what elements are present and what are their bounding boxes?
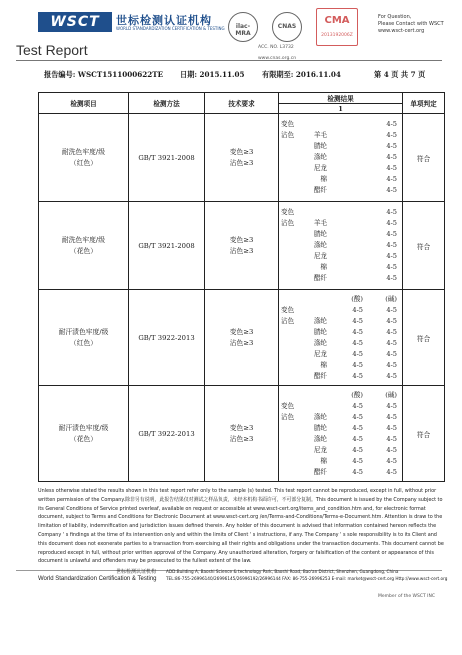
result-fibre: 涤纶	[313, 153, 327, 161]
result-acid: 4-5	[352, 316, 363, 325]
result-type: 沾色	[281, 316, 295, 325]
result-acid: 4-5	[352, 338, 363, 347]
result-grade: 4-5	[386, 120, 397, 128]
result-grade: 4-5	[386, 142, 397, 150]
result-fibre: 醋纤	[313, 186, 327, 194]
result-acid	[327, 229, 363, 240]
result-cell	[279, 290, 403, 386]
result-fibre: 棉	[320, 456, 327, 465]
test-method-cell: GB/T 3922-2013	[129, 386, 205, 482]
test-item-color: （花色）	[69, 246, 98, 255]
test-item-cell	[39, 202, 129, 290]
ilac-mra-label: ilac-MRA	[235, 23, 251, 37]
result-acid: 4-5	[352, 401, 363, 410]
test-item-name: 耐洗色牢度/级	[61, 147, 106, 156]
requirement-cell	[205, 114, 279, 202]
footer-address-block	[166, 568, 456, 582]
result-line	[279, 401, 402, 412]
result-line	[279, 327, 402, 338]
judgement-cell: 符合	[403, 114, 445, 202]
result-fibre: 尼龙	[313, 252, 327, 260]
result-line	[279, 434, 402, 445]
result-acid: 4-5	[352, 434, 363, 443]
requirement-change: 变色≥3	[229, 147, 254, 156]
result-line	[279, 185, 402, 196]
cma-label: CMA	[324, 15, 350, 26]
result-grade: 4-5	[386, 401, 397, 410]
result-acid: 4-5	[352, 456, 363, 465]
result-type	[279, 349, 301, 360]
result-type	[279, 338, 301, 349]
result-type: 沾色	[281, 219, 295, 227]
cnas-label: CNAS	[277, 23, 297, 30]
result-fibre: 涤纶	[313, 434, 327, 443]
result-acid: 4-5	[352, 305, 363, 314]
wsct-logo: WSCT	[38, 12, 112, 32]
header-test-item: 检测项目	[39, 93, 129, 114]
result-fibre	[301, 390, 327, 401]
result-line	[279, 371, 402, 382]
valid-until: 有限期至: 2016.11.04	[262, 70, 341, 79]
requirement-change: 变色≥3	[229, 235, 254, 244]
result-type	[279, 262, 301, 273]
result-type	[279, 152, 301, 163]
test-item-cell	[39, 290, 129, 386]
result-grade: 4-5	[386, 316, 397, 325]
footer-phones: TEL:86-755-26996140/26996145/26996192/26996144 FAX: 86-755-26996253 E-mail: market@wsct-cert.org Http://www.wsct-cert.org	[166, 576, 448, 581]
test-item-color: （红色）	[69, 158, 98, 167]
header-requirement: 技术要求	[205, 93, 279, 114]
result-line	[279, 294, 402, 305]
table-row	[39, 114, 445, 202]
result-acid: 4-5	[352, 360, 363, 369]
result-acid	[327, 141, 363, 152]
result-fibre: 尼龙	[313, 349, 327, 358]
result-line	[279, 360, 402, 371]
result-acid	[327, 218, 363, 229]
result-fibre	[301, 294, 327, 305]
result-type	[279, 423, 301, 434]
result-acid: 4-5	[352, 467, 363, 476]
result-fibre: 涤纶	[313, 338, 327, 347]
result-line	[279, 273, 402, 284]
test-item-name: 耐汗渍色牢度/级	[58, 423, 109, 432]
test-item-color: （花色）	[69, 434, 98, 443]
ilac-mra-seal	[228, 12, 258, 42]
cnas-website: www.cnas.org.cn	[258, 56, 297, 61]
result-fibre: 醋纤	[313, 274, 327, 282]
result-line	[279, 390, 402, 401]
result-grade: 4-5	[386, 423, 397, 432]
result-type	[279, 456, 301, 467]
result-grade: 4-5	[386, 164, 397, 172]
table-row	[39, 202, 445, 290]
result-grade: 4-5	[386, 131, 397, 139]
result-line	[279, 445, 402, 456]
result-grade: 4-5	[386, 327, 397, 336]
result-type	[279, 229, 301, 240]
result-fibre: 棉	[320, 360, 327, 369]
test-item-cell	[39, 114, 129, 202]
result-acid	[327, 207, 363, 218]
requirement-stain: 沾色≥3	[229, 246, 254, 255]
page-indicator: 第 4 页 共 7 页	[374, 70, 426, 79]
result-line	[279, 174, 402, 185]
result-grade: 4-5	[386, 175, 397, 183]
result-type	[279, 294, 301, 305]
result-type	[279, 467, 301, 478]
contact-line-1: For Question,	[378, 14, 412, 20]
result-acid	[327, 262, 363, 273]
result-line	[279, 412, 402, 423]
requirement-change: 变色≥3	[229, 423, 254, 432]
footer-member: Member of the WSCT INC	[378, 594, 435, 599]
report-date: 日期: 2015.11.05	[180, 70, 245, 79]
org-en-subtitle: WORLD STANDARDIZATION CERTIFICATION & TESTING	[116, 26, 225, 31]
report-number: 报告编号: WSCT1511000622TE	[44, 70, 164, 79]
result-grade: 4-5	[386, 241, 397, 249]
result-acid: (酸)	[351, 294, 363, 303]
result-type: 沾色	[281, 131, 295, 139]
result-type	[279, 327, 301, 338]
result-grade: 4-5	[386, 186, 397, 194]
result-acid: 4-5	[352, 423, 363, 432]
result-line	[279, 130, 402, 141]
result-grade: 4-5	[386, 467, 397, 476]
result-line	[279, 240, 402, 251]
result-line	[279, 152, 402, 163]
result-type	[279, 445, 301, 456]
result-grade: 4-5	[386, 445, 397, 454]
result-type: 变色	[281, 305, 295, 314]
result-type	[279, 390, 301, 401]
result-acid	[327, 273, 363, 284]
result-grade: 4-5	[386, 305, 397, 314]
result-cell	[279, 386, 403, 482]
judgement-cell: 符合	[403, 202, 445, 290]
result-type	[279, 360, 301, 371]
result-acid: 4-5	[352, 412, 363, 421]
result-fibre: 涤纶	[313, 241, 327, 249]
result-type	[279, 163, 301, 174]
cma-seal	[316, 8, 358, 46]
result-cell	[279, 114, 403, 202]
result-line	[279, 251, 402, 262]
org-cn-name: 世标检测认证机构	[116, 14, 212, 27]
cnas-seal	[272, 12, 302, 42]
result-line	[279, 316, 402, 327]
test-method-cell: GB/T 3921-2008	[129, 114, 205, 202]
result-fibre: 羊毛	[313, 219, 327, 227]
result-acid: 4-5	[352, 327, 363, 336]
result-fibre: 醋纤	[313, 371, 327, 380]
results-table	[38, 92, 445, 482]
result-acid	[327, 240, 363, 251]
requirement-cell	[205, 386, 279, 482]
test-method-cell: GB/T 3921-2008	[129, 202, 205, 290]
result-grade: 4-5	[386, 456, 397, 465]
judgement-cell: 符合	[403, 290, 445, 386]
result-grade: 4-5	[386, 371, 397, 380]
result-fibre: 涤纶	[313, 316, 327, 325]
result-acid: 4-5	[352, 445, 363, 454]
result-fibre: 腈纶	[313, 423, 327, 432]
result-type	[279, 273, 301, 284]
test-method-cell: GB/T 3922-2013	[129, 290, 205, 386]
header-judgement: 单项判定	[403, 93, 445, 114]
result-type	[279, 174, 301, 185]
result-grade: 4-5	[386, 360, 397, 369]
result-grade: 4-5	[386, 252, 397, 260]
result-type: 变色	[281, 401, 295, 410]
accreditation-number: ACC. NO. L3732	[258, 45, 294, 50]
contact-line-2: Please Contact with WSCT	[378, 21, 444, 27]
result-grade: (碱)	[385, 390, 397, 399]
result-fibre	[301, 119, 327, 130]
requirement-cell	[205, 290, 279, 386]
result-fibre	[301, 305, 327, 316]
result-fibre	[301, 401, 327, 412]
result-line	[279, 467, 402, 478]
requirement-stain: 沾色≥3	[229, 158, 254, 167]
footer-org-cn: 世标检测认证机构	[116, 569, 157, 575]
result-grade: 4-5	[386, 349, 397, 358]
footer-address: ADD:Building A, Baoshi Science & technology Park, Baoshi Road, Bao'an District, Shenzhen, Guangdong, China	[166, 569, 399, 574]
result-type	[279, 240, 301, 251]
result-acid	[327, 174, 363, 185]
result-grade: (碱)	[385, 294, 397, 303]
cma-number: 2013192006Z	[321, 33, 353, 38]
test-item-color: （红色）	[69, 338, 98, 347]
result-line	[279, 207, 402, 218]
result-grade: 4-5	[386, 219, 397, 227]
result-grade: 4-5	[386, 338, 397, 347]
result-type: 沾色	[281, 412, 295, 421]
result-fibre: 涤纶	[313, 412, 327, 421]
test-item-cell	[39, 386, 129, 482]
result-acid	[327, 119, 363, 130]
result-acid	[327, 251, 363, 262]
requirement-stain: 沾色≥3	[229, 434, 254, 443]
result-fibre: 腈纶	[313, 230, 327, 238]
result-line	[279, 456, 402, 467]
result-type	[279, 251, 301, 262]
header-test-method: 检测方法	[129, 93, 205, 114]
result-type	[279, 434, 301, 445]
result-fibre: 棉	[320, 175, 327, 183]
result-line	[279, 423, 402, 434]
result-grade: 4-5	[386, 208, 397, 216]
result-type: 变色	[281, 120, 295, 128]
result-grade: 4-5	[386, 230, 397, 238]
result-acid: 4-5	[352, 349, 363, 358]
result-line	[279, 229, 402, 240]
result-line	[279, 262, 402, 273]
test-item-name: 耐汗渍色牢度/级	[58, 327, 109, 336]
result-grade: 4-5	[386, 412, 397, 421]
result-grade: 4-5	[386, 153, 397, 161]
requirement-change: 变色≥3	[229, 327, 254, 336]
result-acid: (酸)	[351, 390, 363, 399]
result-grade: 4-5	[386, 434, 397, 443]
table-row	[39, 290, 445, 386]
result-fibre: 尼龙	[313, 164, 327, 172]
result-type	[279, 185, 301, 196]
requirement-cell	[205, 202, 279, 290]
disclaimer-text: Unless otherwise stated the results shown in this test report refer only to the sample (s) tested. This test report cannot be reproduced, except in full, without prior written permission of the Company.除非另有说明，此报告结果仅对测试之样品负责，未经本机构书面许可，不可部分复制。This document is issued by the Company subject to its General Conditions of Service printed overleaf, available on request or accessible at www.wsct-cert.org/items_and_condition.htm and, for electronic format document, subject to Terms and Conditions for Electronic Document at www.wsct-cert.org /en/Terms-and-Conditions/Terms-e-Document.htm. Attention is draw to the limitation of liability, indemnification and jurisdiction issues defined therein. Any holder of this document is advised that information contained hereon reflects the Company ' s findings at the time of its intervention only and within the limits of Client ' s instructions, if any. The Company ' s sole responsibility is to its Client and this document does not exonerate parties to a transaction from exercising all their rights and obligations under the transaction documents. This document cannot be reproduced except in full, without prior written approval of the Company. Any unauthorized alteration, forgery or falsification of the content or appearance of this document is unlawful and offenders may be prosecuted to the fullest extent of the law.	[38, 488, 444, 565]
result-line	[279, 141, 402, 152]
result-type	[279, 141, 301, 152]
result-acid	[327, 163, 363, 174]
contact-block	[378, 14, 444, 35]
result-type	[279, 371, 301, 382]
result-type: 变色	[281, 208, 295, 216]
result-cell	[279, 202, 403, 290]
result-acid	[327, 152, 363, 163]
requirement-stain: 沾色≥3	[229, 338, 254, 347]
footer-org-en: World Standardization Certification & Testing	[38, 576, 157, 582]
result-fibre: 腈纶	[313, 142, 327, 150]
header-result-sample: 1	[279, 104, 403, 114]
header-result: 检测结果	[279, 93, 403, 104]
page-title: Test Report	[16, 42, 88, 58]
result-line	[279, 119, 402, 130]
table-row	[39, 386, 445, 482]
result-acid	[327, 130, 363, 141]
result-line	[279, 305, 402, 316]
result-fibre: 腈纶	[313, 327, 327, 336]
result-line	[279, 218, 402, 229]
result-line	[279, 338, 402, 349]
result-acid: 4-5	[352, 371, 363, 380]
result-line	[279, 349, 402, 360]
result-fibre: 羊毛	[313, 131, 327, 139]
result-fibre: 棉	[320, 263, 327, 271]
contact-website-link[interactable]: www.wsct-cert.org	[378, 28, 425, 34]
result-fibre: 尼龙	[313, 445, 327, 454]
header-divider	[16, 60, 442, 61]
result-fibre	[301, 207, 327, 218]
result-fibre: 醋纤	[313, 467, 327, 476]
judgement-cell: 符合	[403, 386, 445, 482]
result-acid	[327, 185, 363, 196]
test-item-name: 耐洗色牢度/级	[61, 235, 106, 244]
result-grade: 4-5	[386, 263, 397, 271]
result-grade: 4-5	[386, 274, 397, 282]
result-line	[279, 163, 402, 174]
